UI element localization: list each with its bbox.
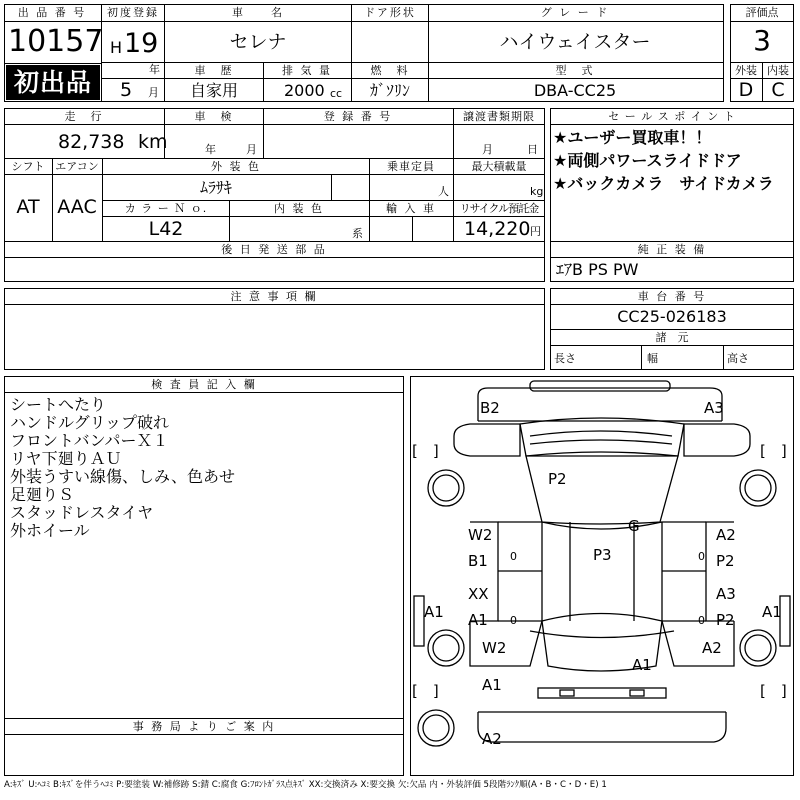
damage-mark: W2 bbox=[468, 526, 493, 544]
color-no: L42 bbox=[148, 218, 184, 240]
shift-label: シフト bbox=[11, 160, 45, 173]
ext-color-label: 外 装 色 bbox=[211, 160, 261, 173]
int-color-label: 内 装 色 bbox=[274, 202, 324, 215]
damage-mark: A3 bbox=[716, 585, 736, 603]
damage-mark: P2 bbox=[716, 552, 735, 570]
first-reg-year: 19 bbox=[124, 28, 159, 59]
length-label: 長さ bbox=[554, 352, 576, 365]
capacity-unit: 人 bbox=[438, 185, 449, 198]
damage-mark: P2 bbox=[548, 470, 567, 488]
inspector-note: 外装うすい線傷、しみ、色あせ bbox=[10, 467, 235, 486]
inspection-year-unit: 年 bbox=[205, 143, 216, 156]
history: 自家用 bbox=[189, 81, 239, 100]
max-load-label: 最大積載量 bbox=[471, 160, 527, 173]
month-unit: 月 bbox=[148, 86, 159, 99]
mileage-label: 走 行 bbox=[64, 110, 104, 123]
damage-mark: B2 bbox=[480, 399, 500, 417]
later-parts-label: 後 日 発 送 部 品 bbox=[221, 243, 327, 256]
height-label: 高さ bbox=[727, 352, 749, 365]
bracket-marker: [ ] bbox=[760, 442, 787, 460]
capacity-label: 乗車定員 bbox=[387, 160, 435, 173]
recycle-label: リサイクル預託金 bbox=[459, 202, 539, 215]
rating-label: 評価点 bbox=[745, 6, 779, 19]
import-label: 輸 入 車 bbox=[386, 202, 436, 215]
damage-mark: G bbox=[628, 517, 640, 535]
inspector-note: リヤ下廻りＡＵ bbox=[10, 449, 122, 468]
damage-mark: A2 bbox=[702, 639, 722, 657]
sales-point-line: ★ユーザー買取車！！ bbox=[553, 128, 712, 147]
car-name: セレナ bbox=[229, 31, 287, 53]
inspection-month-unit: 月 bbox=[246, 143, 257, 156]
dimensions-label: 諸 元 bbox=[655, 331, 689, 344]
zero-marker: 0 bbox=[698, 550, 705, 563]
era: H bbox=[110, 38, 123, 57]
zero-marker: 0 bbox=[510, 550, 517, 563]
sales-point-line: ★バックカメラ サイドカメラ bbox=[553, 174, 774, 193]
exterior-grade-label: 外装 bbox=[735, 64, 757, 77]
genuine-equipment-label: 純 正 装 備 bbox=[637, 243, 707, 256]
legend: A:ｷｽﾞ U:ﾍｺﾐ B:ｷｽﾞを伴うﾍｺﾐ P:要塗装 W:補修跡 S:錆 C:腐食 G:ﾌﾛﾝﾄｶﾞﾗｽ点ｷｽﾞ XX:交換済み X:要交換 欠:欠品 内・外装評価 5段階ﾗﾝｸ順(A・B・C・D・E) 1 bbox=[4, 780, 607, 790]
transfer-day-unit: 日 bbox=[527, 143, 538, 156]
history-label: 車 歴 bbox=[194, 64, 234, 77]
inspector-note: シートへたり bbox=[10, 395, 107, 414]
damage-mark: A1 bbox=[482, 676, 502, 694]
notes-label: 注 意 事 項 欄 bbox=[230, 290, 318, 303]
office-label: 事 務 局 よ り ご 案 内 bbox=[132, 720, 276, 733]
chassis-number: CC25-026183 bbox=[617, 307, 727, 326]
damage-mark: A1 bbox=[632, 656, 652, 674]
damage-mark: A1 bbox=[762, 603, 782, 621]
genuine-equipment: ｴｱB PS PW bbox=[556, 260, 639, 279]
ext-color: ﾑﾗｻｷ bbox=[199, 178, 233, 197]
fuel: ｶﾞｿﾘﾝ bbox=[369, 81, 411, 100]
shift: AT bbox=[16, 196, 40, 218]
bracket-marker: [ ] bbox=[760, 682, 787, 700]
door-label: ドア形状 bbox=[364, 6, 416, 19]
aircon-label: エアコン bbox=[55, 160, 99, 173]
inspector-note: ハンドルグリップ破れ bbox=[10, 413, 170, 432]
damage-diagram bbox=[410, 376, 794, 776]
damage-mark: P2 bbox=[716, 611, 735, 629]
sales-point-line: ★両側パワースライドドア bbox=[553, 151, 742, 170]
grade-label: グ レ ー ド bbox=[540, 6, 610, 19]
damage-mark: A1 bbox=[468, 611, 488, 629]
recycle-unit: 円 bbox=[530, 225, 541, 238]
model: DBA-CC25 bbox=[533, 81, 617, 100]
first-reg-month: 5 bbox=[120, 79, 133, 101]
aircon: AAC bbox=[57, 196, 97, 218]
year-unit: 年 bbox=[149, 63, 160, 76]
car-name-label: 車 名 bbox=[232, 6, 284, 19]
chassis-label: 車 台 番 号 bbox=[637, 290, 707, 303]
recycle-fee: 14,220 bbox=[464, 218, 531, 240]
mileage: 82,738 bbox=[58, 131, 125, 153]
damage-mark: A2 bbox=[482, 730, 502, 748]
interior-grade: C bbox=[771, 79, 785, 101]
damage-mark: A3 bbox=[704, 399, 724, 417]
damage-mark: P3 bbox=[593, 546, 612, 564]
width-label: 幅 bbox=[647, 352, 658, 365]
exterior-grade: D bbox=[738, 79, 754, 101]
mileage-unit: km bbox=[138, 131, 168, 153]
damage-mark: XX bbox=[468, 585, 489, 603]
color-no-label: カ ラ ー Ｎ ｏ. bbox=[124, 202, 208, 215]
rating: 3 bbox=[753, 24, 771, 57]
zero-marker: 0 bbox=[510, 614, 517, 627]
inspector-note: 足廻りＳ bbox=[10, 485, 75, 504]
damage-mark: W2 bbox=[482, 639, 507, 657]
damage-mark: A2 bbox=[716, 526, 736, 544]
int-color-unit: 系 bbox=[352, 227, 363, 240]
model-label: 型 式 bbox=[555, 64, 595, 77]
inspector-note: フロントバンパーＸ１ bbox=[10, 431, 169, 450]
lot-no-label: 出 品 番 号 bbox=[17, 6, 87, 19]
reg-no-label: 登 録 番 号 bbox=[323, 110, 393, 123]
damage-mark: B1 bbox=[468, 552, 488, 570]
displacement-unit: cc bbox=[330, 87, 343, 100]
inspection-label: 車 検 bbox=[194, 110, 234, 123]
first-listing-badge: 初出品 bbox=[6, 65, 100, 100]
grade: ハイウェイスター bbox=[499, 31, 651, 53]
lot-no: 10157 bbox=[8, 24, 104, 59]
inspector-note: 外ホイール bbox=[10, 521, 90, 540]
first-reg-label: 初度登録 bbox=[107, 6, 159, 19]
transfer-month-unit: 月 bbox=[482, 143, 493, 156]
transfer-label: 譲渡書類期限 bbox=[463, 110, 535, 123]
inspector-label: 検 査 員 記 入 欄 bbox=[151, 378, 257, 391]
zero-marker: 0 bbox=[698, 614, 705, 627]
inspector-note: スタッドレスタイヤ bbox=[10, 503, 154, 522]
max-load-unit: kg bbox=[530, 185, 544, 198]
fuel-label: 燃 料 bbox=[370, 64, 410, 77]
displacement: 2000 bbox=[284, 81, 325, 100]
damage-mark: A1 bbox=[424, 603, 444, 621]
bracket-marker: [ ] bbox=[412, 442, 439, 460]
bracket-marker: [ ] bbox=[412, 682, 439, 700]
sales-points-label: セ ー ル ス ポ イ ン ト bbox=[608, 110, 736, 123]
displacement-label: 排 気 量 bbox=[282, 64, 332, 77]
interior-grade-label: 内装 bbox=[767, 64, 789, 77]
